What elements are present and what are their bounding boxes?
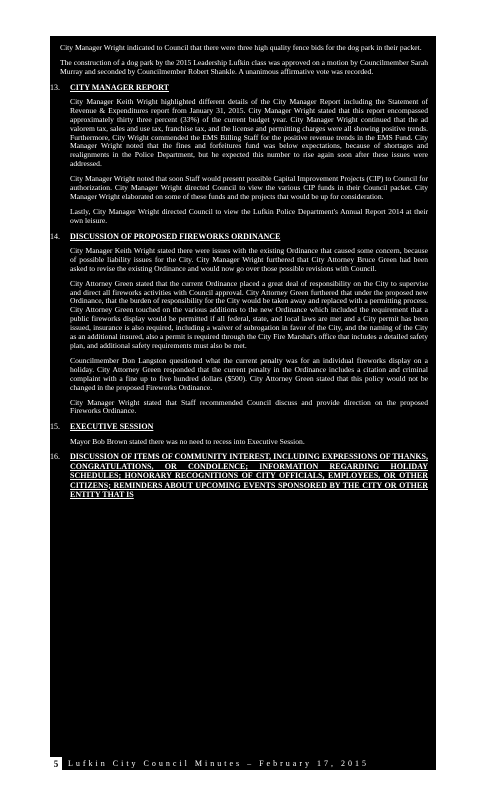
document-page bbox=[50, 36, 436, 770]
page-number: 5 bbox=[50, 757, 62, 770]
agenda-item-13 bbox=[50, 82, 428, 226]
item-number: 15. bbox=[50, 422, 60, 432]
page-footer bbox=[50, 757, 436, 770]
footer-title: Lufkin City Council Minutes – February 17, 2015 bbox=[68, 759, 369, 768]
item-title: DISCUSSION OF ITEMS OF COMMUNITY INTEREST, INCLUDING EXPRESSIONS OF THANKS, CONGRATULATIONS, OR CONDOLENCE; INFORMATION REGARDING HOLIDAY SCHEDULES; HONORARY RECOGNITIONS OF CITY OFFICIALS, EMPLOYEES, OR OTHER CITIZENS; REMINDERS ABOUT UPCOMING EVENTS SPONSORED BY THE CITY OR OTHER ENTITY THAT IS bbox=[70, 452, 428, 500]
item-paragraph: City Attorney Green stated that the current Ordinance placed a great deal of responsibility on the City to supervise and direct all fireworks activities with Council approval. City Attorney Green furthered that under the proposed new Ordinance, that the burden of responsibility for the City would be taken away and replaced with a permitting process. City Attorney Green touched on the various additions to the new Ordinance which included the requirement that a public fireworks display would be permitted if all federal, state, and local laws are met and a City permit has been issued, insurance is also required, including a waiver of subrogation in favor of the City, and the naming of the City as an additional insured, also a permit is required through the City Fire Marshal's office that includes a detailed safety plan, and additional safety requirements must also be met. bbox=[70, 278, 428, 350]
item-number: 16. bbox=[50, 452, 60, 462]
item-title: DISCUSSION OF PROPOSED FIREWORKS ORDINANCE bbox=[70, 231, 281, 241]
item-paragraph: City Manager Keith Wright stated there were issues with the existing Ordinance that caused some concern, because of possible liability issues for the City. City Manager Wright furthered that City Attorney Bruce Green had been asked to revise the existing Ordinance and would now go over those possible revisions with Council. bbox=[70, 245, 428, 273]
item-paragraph: City Manager Wright noted that soon Staff would present possible Capital Improvement Projects (CIP) to Council for authorization. City Manager Wright directed Council to view the various CIP funds in their Council packet. City Manager Wright elaborated on some of these funds and the projects that would be up for consideration. bbox=[70, 174, 428, 201]
item-title: CITY MANAGER REPORT bbox=[70, 82, 169, 92]
intro-paragraph-1: City Manager Wright indicated to Council that there were three high quality fence bids for the dog park in their packet. bbox=[60, 43, 422, 52]
item-title: EXECUTIVE SESSION bbox=[70, 422, 154, 432]
item-number: 13. bbox=[50, 82, 60, 92]
item-number: 14. bbox=[50, 231, 60, 241]
item-paragraph: Mayor Bob Brown stated there was no need to recess into Executive Session. bbox=[70, 436, 305, 446]
item-paragraph: Councilmember Don Langston questioned what the current penalty was for an individual fireworks display on a holiday. City Attorney Green responded that the current penalty in the Ordinance includes a citation and criminal complaint with a fine up to five hundred dollars ($500). City Attorney Green stated that this policy would not be changed in the proposed Fireworks Ordinance. bbox=[70, 355, 428, 392]
item-paragraph: Lastly, City Manager Wright directed Council to view the Lufkin Police Department's Annual Report 2014 at their own leisure. bbox=[70, 206, 428, 225]
intro-paragraph-2: The construction of a dog park by the 2015 Leadership Lufkin class was approved on a motion by Councilmember Sarah Murray and seconded by Councilmember Robert Shankle. A unanimous affirmative vote was recorded. bbox=[60, 57, 428, 76]
agenda-item-14 bbox=[50, 231, 428, 417]
item-paragraph: City Manager Keith Wright highlighted different details of the City Manager Report including the Statement of Revenue & Expenditures report from January 31, 2015. City Manager Wright stated that this report encompassed approximately thirty three percent (33%) of the current budget year. City Manager Wright continued that the ad valorem tax, sales and use tax, franchise tax, and the license and permitting charges were all showing positive trends. Furthermore, City Wright commended the EMS Billing Staff for the positive revenue trends in the EMS Fund. City Manager Wright noted that the fines and forfeitures fund was below expectations, because of shortages and realignments in the Police Department, but he expected this number to rise again soon after these issues were addressed. bbox=[70, 96, 428, 169]
item-paragraph: City Manager Wright stated that Staff recommended Council discuss and provide direction on the proposed Fireworks Ordinance. bbox=[70, 397, 428, 416]
minutes-content bbox=[50, 43, 428, 505]
agenda-item-15 bbox=[50, 422, 428, 446]
agenda-item-16 bbox=[50, 452, 428, 500]
